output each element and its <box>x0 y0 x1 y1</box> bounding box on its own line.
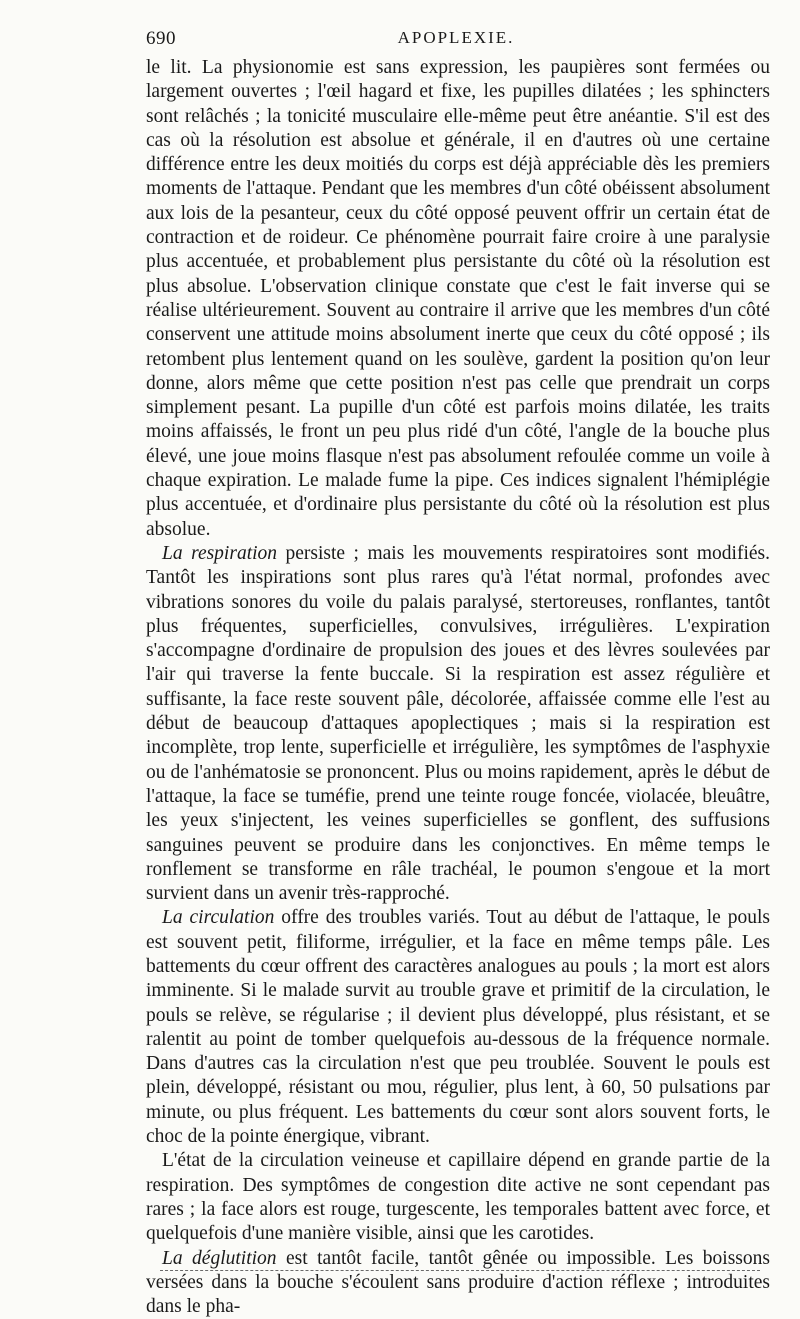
section-lead-circulation: La circulation <box>162 907 275 929</box>
section-lead-respiration: La respiration <box>162 542 278 564</box>
paragraph-1 <box>146 56 770 542</box>
paragraph-deglutition-text: est tantôt facile, tantôt gênée ou impossible. Les boissons versées dans la bouche s'écoulent sans produire d'action réflexe ; introduites dans le pha- <box>146 1247 770 1318</box>
body-text <box>146 56 770 1319</box>
paragraph-veineuse-text: L'état de la circulation veineuse et capillaire dépend en grande partie de la respiration. Des symptômes de congestion dite active ne sont cependant pas rares ; la face alors est rouge, turgescente, les temporales battent avec force, et quelquefois d'une manière visible, ainsi que les carotides. <box>146 1150 770 1245</box>
paragraph-respiration-text: persiste ; mais les mouvements respiratoires sont modifiés. Tantôt les inspirations sont plus rares qu'à l'état normal, profondes avec vibrations sonores du voile du palais paralysé, stertoreuses, ronflantes, tantôt plus fréquentes, superficielles, convulsives, irrégulières. L'expiration s'accompagne d'ordinaire de propulsion des joues et des lèvres soulevées par l'air qui traverse la fente buccale. Si la respiration est assez régulière et suffisante, la face reste souvent pâle, décolorée, affaissée comme elle l'est au début de beaucoup d'attaques apoplectiques ; mais si la respiration est incomplète, trop lente, superficielle et irrégulière, les symptômes de l'asphyxie ou de l'anhématosie se prononcent. Plus ou moins rapidement, après le début de l'attaque, la face se tuméfie, prend une teinte rouge foncée, violacée, bleuâtre, les yeux s'injectent, les veines superficielles se gonflent, des suffusions sanguines peuvent se produire dans les conjonctives. En même temps le ronflement se transforme en râle trachéal, le poumon s'engoue et la mort survient dans un avenir très-rapproché. <box>146 542 771 905</box>
section-lead-deglutition: La déglutition <box>162 1247 277 1269</box>
paragraph-respiration <box>146 542 770 906</box>
footer-rule <box>160 1270 760 1271</box>
paragraph-veineuse <box>146 1149 770 1246</box>
paragraph-circulation-text: offre des troubles variés. Tout au début de l'attaque, le pouls est souvent petit, filiforme, irrégulier, et la face en même temps pâle. Les battements du cœur offrent des caractères analogues au pouls ; la mort est alors imminente. Si le malade survit au trouble grave et primitif de la circulation, le pouls se relève, se régularise ; il devient plus développé, plus résistant, et se ralentit au point de tomber quelquefois au-dessous de la fréquence normale. Dans d'autres cas la circulation n'est que peu troublée. Souvent le pouls est plein, développé, résistant ou mou, régulier, plus lent, à 60, 50 pulsations par minute, ou plus fréquent. Les battements du cœur sont alors souvent forts, le choc de la pointe énergique, vibrant. <box>146 907 770 1148</box>
paragraph-deglutition <box>146 1247 770 1319</box>
running-title: APOPLEXIE. <box>397 28 515 47</box>
paragraph-circulation <box>146 906 770 1149</box>
page-header <box>146 28 766 52</box>
page-number: 690 <box>146 28 176 49</box>
paragraph-1-text: le lit. La physionomie est sans expression, les paupières sont fermées ou largement ouvertes ; l'œil hagard et fixe, les pupilles dilatées ; les sphincters sont relâchés ; la tonicité musculaire elle-même peut être anéantie. S'il est des cas où la résolution est absolue et générale, il en d'autres où une certaine différence entre les deux moitiés du corps est déjà appréciable dès les premiers moments de l'attaque. Pendant que les membres d'un côté obéissent absolument aux lois de la pesanteur, ceux du côté opposé peuvent offrir un certain état de contraction et de roideur. Ce phénomène pourrait faire croire à une paralysie plus accentuée, et probablement plus persistante du côté où la résolution est plus absolue. L'observation clinique constate que c'est le fait inverse qui se réalise ultérieurement. Souvent au contraire il arrive que les membres d'un côté conservent une attitude moins absolument inerte que ceux du côté opposé ; ils retombent plus lentement quand on les soulève, gardent la position qu'on leur donne, alors même que cette position n'est pas celle que prendrait un corps simplement pesant. La pupille d'un côté est parfois moins dilatée, les traits moins affaissés, le front un peu plus ridé d'un côté, l'angle de la bouche plus élevé, une joue moins flasque n'est pas absolument refoulée comme un voile à chaque expiration. Le malade fume la pipe. Ces indices signalent l'hémiplégie plus accentuée, et d'ordinaire plus persistante du côté où la résolution est plus absolue. <box>146 57 770 540</box>
